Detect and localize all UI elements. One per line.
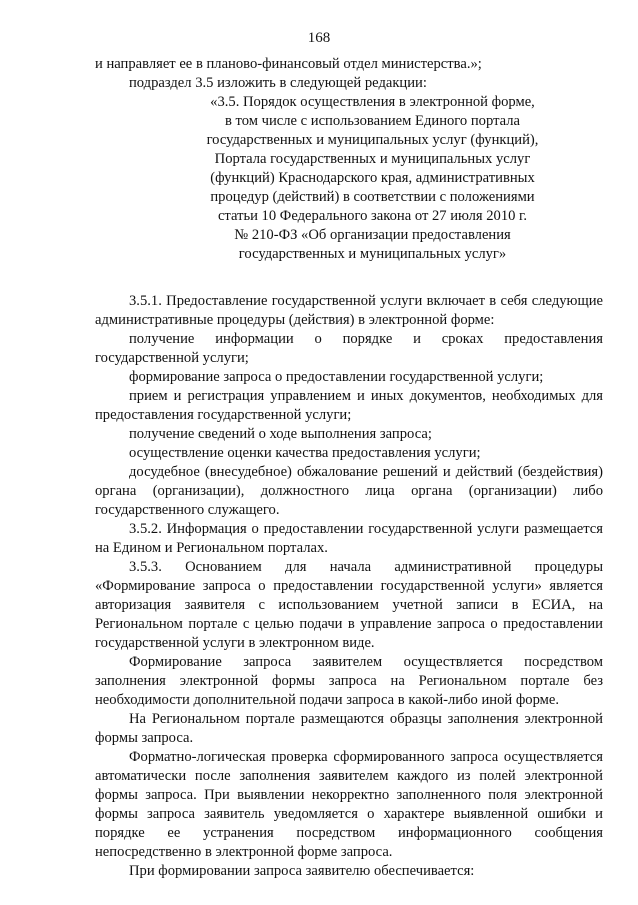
paragraph: На Региональном портале размещаются образцы заполнения электронной формы запроса. bbox=[95, 711, 603, 746]
intro-line-1: и направляет ее в планово-финансовый отдел министерства.»; bbox=[95, 56, 482, 72]
list-item: получение информации о порядке и сроках предоставления государственной услуги; bbox=[95, 331, 603, 366]
list-item: получение сведений о ходе выполнения запроса; bbox=[129, 426, 432, 442]
list-item: прием и регистрация управлением и иных документов, необходимых для предоставления государственной услуги; bbox=[95, 388, 603, 423]
paragraph-3-5-1: 3.5.1. Предоставление государственной услуги включает в себя следующие административные процедуры (действия) в электронной форме: bbox=[95, 293, 603, 328]
heading-line: статьи 10 Федерального закона от 27 июля 2010 г. bbox=[217, 208, 528, 224]
paragraph: Форматно-логическая проверка сформированного запроса осуществляется автоматически после заполнения заявителем каждого из полей электронной формы запроса. При выявлении некорректно заполненного поля электронной формы запроса заявитель уведомляется о характере выявленной ошибки и порядке ее устранения посредством информационного сообщения непосредственно в электронной форме запроса. bbox=[95, 749, 603, 860]
heading-line: государственных и муниципальных услуг» bbox=[238, 246, 507, 262]
heading-line: Портала государственных и муниципальных услуг bbox=[214, 151, 531, 167]
intro-line-2: подраздел 3.5 изложить в следующей редакции: bbox=[129, 75, 427, 91]
paragraph-3-5-2: 3.5.2. Информация о предоставлении государственной услуги размещается на Едином и Региональном порталах. bbox=[95, 521, 603, 556]
list-item: формирование запроса о предоставлении государственной услуги; bbox=[129, 369, 544, 385]
list-item: осуществление оценки качества предоставления услуги; bbox=[129, 445, 481, 461]
heading-line: (функций) Краснодарского края, административных bbox=[210, 170, 535, 186]
list-item: досудебное (внесудебное) обжалование решений и действий (бездействия) органа (организации), должностного лица органа (организации) либо государственного служащего. bbox=[95, 464, 603, 518]
paragraph: При формировании запроса заявителю обеспечивается: bbox=[129, 863, 475, 879]
heading-line: в том числе с использованием Единого портала bbox=[224, 113, 521, 129]
heading-line: государственных и муниципальных услуг (функций), bbox=[206, 132, 539, 148]
heading-line: «3.5. Порядок осуществления в электронной форме, bbox=[210, 94, 535, 110]
heading-line: процедур (действий) в соответствии с положениями bbox=[210, 189, 535, 205]
document-body bbox=[95, 55, 603, 881]
page-number: 168 bbox=[307, 30, 331, 46]
paragraph: Формирование запроса заявителем осуществляется посредством заполнения электронной формы запроса на Региональном портале без необходимости дополнительной подачи запроса в какой-либо иной форме. bbox=[95, 654, 603, 708]
section-heading bbox=[175, 93, 570, 264]
heading-line: № 210-ФЗ «Об организации предоставления bbox=[234, 227, 511, 243]
paragraph-3-5-3: 3.5.3. Основанием для начала административной процедуры «Формирование запроса о предоставлении государственной услуги» является авторизация заявителя с использованием учетной записи в ЕСИА, на Региональном портале с целью подачи в управление запроса о предоставлении государственной услуги в электронном виде. bbox=[95, 559, 603, 651]
